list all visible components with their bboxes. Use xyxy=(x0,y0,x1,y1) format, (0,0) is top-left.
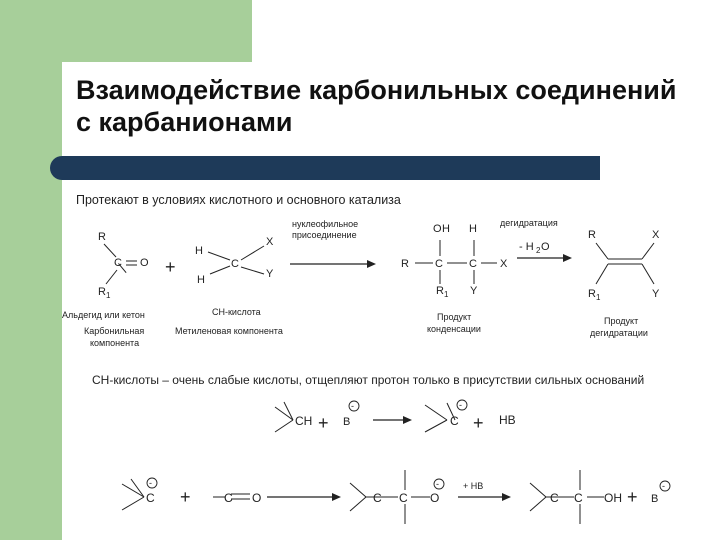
atom-y-final: Y xyxy=(652,288,660,300)
plus-2: + xyxy=(473,413,484,433)
charge-circles xyxy=(147,400,670,491)
plus-1: + xyxy=(318,413,329,433)
caption-ch-acid: СН-кислота xyxy=(212,307,261,317)
atom-o: O xyxy=(140,257,149,269)
label-nucleophilic: нуклеофильное xyxy=(292,219,359,229)
atom-c2-product: C xyxy=(469,258,477,270)
charge-c-1: - xyxy=(459,400,462,410)
atom-r: R xyxy=(98,231,106,243)
atom-o-product: O xyxy=(433,223,442,235)
atom-r1-sub: 1 xyxy=(106,291,111,300)
plus-sign: + xyxy=(165,257,176,277)
caption-aldehyde: Альдегид или кетон xyxy=(62,310,145,320)
caption-methylene: Метиленовая компонента xyxy=(175,326,283,336)
label-water-o: O xyxy=(541,241,550,253)
atom-x-product: X xyxy=(500,258,508,270)
plus-4: + xyxy=(627,487,638,507)
atom-r-final: R xyxy=(588,229,596,241)
caption-carbonyl-1: Карбонильная xyxy=(84,326,145,336)
charge-b-1: - xyxy=(351,401,354,411)
atom-c-adduct-1: C xyxy=(373,491,382,505)
plus-3: + xyxy=(180,487,191,507)
caption-carbonyl-2: компонента xyxy=(90,338,140,348)
atom-hb-1: HB xyxy=(499,413,516,427)
atom-x-final: X xyxy=(652,229,660,241)
atom-b-2: B xyxy=(651,493,659,505)
atom-r1-final-sub: 1 xyxy=(596,293,601,302)
atom-c-carbonyl: C xyxy=(224,491,233,505)
atom-r-product: R xyxy=(401,258,409,270)
atom-o-alkoxide: O xyxy=(430,491,440,505)
atom-h-product: H xyxy=(469,223,477,235)
reaction-arrows xyxy=(267,254,572,501)
atom-r1-product-sub: 1 xyxy=(444,290,449,299)
label-minus-water: - H xyxy=(519,241,534,253)
atom-h-top: H xyxy=(195,245,203,257)
label-addition: присоединение xyxy=(292,230,357,240)
atom-c-carbanion: C xyxy=(146,491,155,505)
caption-condensation-2: конденсации xyxy=(427,324,481,334)
atom-y-product: Y xyxy=(470,285,478,297)
atom-oh: OH xyxy=(604,491,622,505)
atom-y: Y xyxy=(266,268,274,280)
label-water-sub: 2 xyxy=(536,246,541,255)
label-plus-hb: + HB xyxy=(463,481,484,491)
atom-c-anion: C xyxy=(450,414,459,428)
label-dehydration: дегидратация xyxy=(500,218,558,228)
atom-r1-final: R xyxy=(588,288,596,300)
atom-c-acid: C xyxy=(231,258,239,270)
slide-subtitle: Протекают в условиях кислотного и основного катализа xyxy=(76,193,401,207)
atom-h-bottom: H xyxy=(197,274,205,286)
caption-condensation-1: Продукт xyxy=(437,312,472,322)
atom-b-1: B xyxy=(343,416,351,428)
slide-title: Взаимодействие карбонильных соединений с карбанионами xyxy=(76,75,677,137)
atom-r1: R xyxy=(98,286,106,298)
charge-b-2: - xyxy=(662,481,665,491)
atom-ch: CH xyxy=(295,414,313,428)
atom-c-adduct-2: C xyxy=(399,491,408,505)
atom-c1-product: C xyxy=(435,258,443,270)
atom-c: C xyxy=(114,257,122,269)
charge-o: - xyxy=(436,479,439,489)
ch-acid-note: СН-кислоты – очень слабые кислоты, отщепляют протон только в присутствии сильных оснований xyxy=(92,373,645,387)
atom-c-alcohol-1: C xyxy=(550,491,559,505)
caption-dehydration-1: Продукт xyxy=(604,316,639,326)
atom-c-alcohol-2: C xyxy=(574,491,583,505)
charge-c-2: - xyxy=(149,478,152,488)
atom-x: X xyxy=(266,236,274,248)
atom-r1-product: R xyxy=(436,285,444,297)
atom-h-oh: H xyxy=(442,223,450,235)
atom-o-carbonyl: O xyxy=(252,491,262,505)
caption-dehydration-2: дегидратации xyxy=(590,328,648,338)
